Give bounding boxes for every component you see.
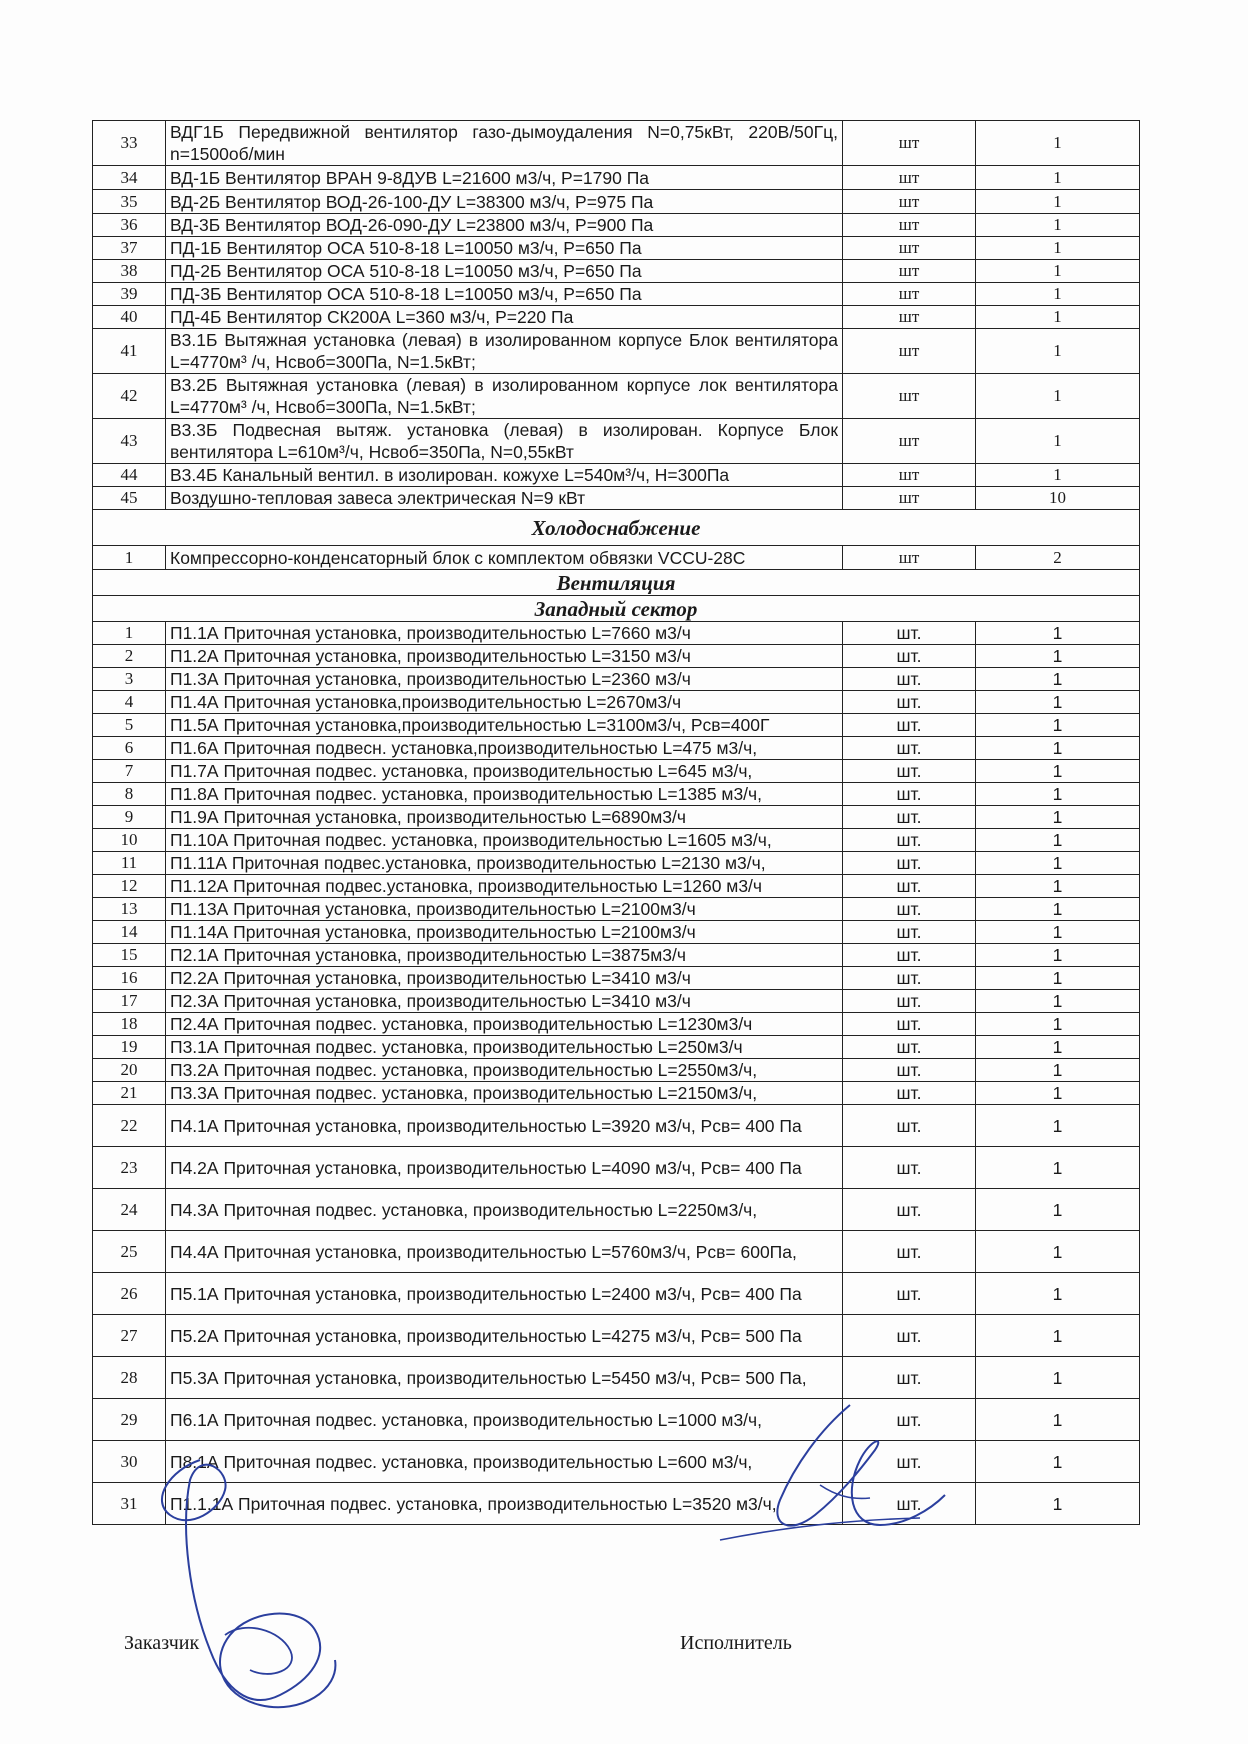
- item-unit: шт.: [843, 1082, 976, 1105]
- table-row: [93, 875, 1140, 898]
- item-description: П4.4А Приточная установка, производительностью L=5760м3/ч, Рсв= 600Па,: [166, 1231, 843, 1273]
- row-number: 26: [93, 1273, 166, 1315]
- row-number: 7: [93, 760, 166, 783]
- item-unit: шт.: [843, 1231, 976, 1273]
- item-unit: шт.: [843, 1189, 976, 1231]
- table-row: [93, 374, 1140, 419]
- item-unit: шт.: [843, 622, 976, 645]
- table-row: [93, 829, 1140, 852]
- item-unit: шт.: [843, 1441, 976, 1483]
- item-description: П1.2А Приточная установка, производительностью L=3150 м3/ч: [166, 645, 843, 668]
- item-quantity: 1: [976, 419, 1140, 464]
- item-description: Компрессорно-конденсаторный блок с комплектом обвязки VCCU-28C: [166, 546, 843, 570]
- item-description: П4.1А Приточная установка, производительностью L=3920 м3/ч, Рсв= 400 Па: [166, 1105, 843, 1147]
- item-quantity: 10: [976, 487, 1140, 510]
- item-unit: шт.: [843, 921, 976, 944]
- item-description: ВДГ1Б Передвижной вентилятор газо-дымоудаления N=0,75кВт, 220В/50Гц, n=1500об/мин: [166, 121, 843, 166]
- item-quantity: 1: [976, 806, 1140, 829]
- item-unit: шт.: [843, 645, 976, 668]
- item-unit: шт.: [843, 1105, 976, 1147]
- specification-table-body: [93, 121, 1140, 1525]
- item-unit: шт: [843, 329, 976, 374]
- table-row: [93, 1399, 1140, 1441]
- section-heading-ventilation: Вентиляция: [93, 570, 1140, 596]
- item-quantity: 1: [976, 1013, 1140, 1036]
- item-quantity: 1: [976, 1273, 1140, 1315]
- item-quantity: 1: [976, 967, 1140, 990]
- item-quantity: 1: [976, 875, 1140, 898]
- item-quantity: 1: [976, 121, 1140, 166]
- item-description: ВД-3Б Вентилятор ВОД-26-090-ДУ L=23800 м3/ч, Р=900 Па: [166, 214, 843, 237]
- row-number: 33: [93, 121, 166, 166]
- table-row: [93, 645, 1140, 668]
- item-description: П5.3А Приточная установка, производительностью L=5450 м3/ч, Рсв= 500 Па,: [166, 1357, 843, 1399]
- item-unit: шт.: [843, 668, 976, 691]
- item-unit: шт: [843, 214, 976, 237]
- table-row: [93, 487, 1140, 510]
- item-quantity: 1: [976, 1231, 1140, 1273]
- table-row: [93, 214, 1140, 237]
- item-quantity: 1: [976, 760, 1140, 783]
- row-number: 36: [93, 214, 166, 237]
- row-number: 34: [93, 166, 166, 190]
- table-row: [93, 1013, 1140, 1036]
- item-unit: шт: [843, 190, 976, 214]
- row-number: 16: [93, 967, 166, 990]
- row-number: 14: [93, 921, 166, 944]
- item-quantity: 1: [976, 990, 1140, 1013]
- item-description: П4.3А Приточная подвес. установка, производительностью L=2250м3/ч,: [166, 1189, 843, 1231]
- item-description: П1.1.1А Приточная подвес. установка, производительностью L=3520 м3/ч,: [166, 1483, 843, 1525]
- row-number: 45: [93, 487, 166, 510]
- item-quantity: 1: [976, 944, 1140, 967]
- table-row: [93, 464, 1140, 487]
- table-row: [93, 783, 1140, 806]
- row-number: 21: [93, 1082, 166, 1105]
- table-row: [93, 944, 1140, 967]
- row-number: 9: [93, 806, 166, 829]
- item-unit: шт.: [843, 783, 976, 806]
- table-row: [93, 921, 1140, 944]
- row-number: 37: [93, 237, 166, 260]
- table-row: [93, 1315, 1140, 1357]
- item-quantity: 1: [976, 283, 1140, 306]
- item-quantity: 1: [976, 921, 1140, 944]
- row-number: 25: [93, 1231, 166, 1273]
- item-unit: шт.: [843, 944, 976, 967]
- item-description: П1.5А Приточная установка,производительностью L=3100м3/ч, Рсв=400Г: [166, 714, 843, 737]
- item-description: П5.1А Приточная установка, производительностью L=2400 м3/ч, Рсв= 400 Па: [166, 1273, 843, 1315]
- table-row: [93, 166, 1140, 190]
- table-row: [93, 990, 1140, 1013]
- item-description: П3.2А Приточная подвес. установка, производительностью L=2550м3/ч,: [166, 1059, 843, 1082]
- row-number: 29: [93, 1399, 166, 1441]
- item-description: П3.3А Приточная подвес. установка, производительностью L=2150м3/ч,: [166, 1082, 843, 1105]
- table-row: [93, 1059, 1140, 1082]
- table-row: [93, 737, 1140, 760]
- item-unit: шт: [843, 121, 976, 166]
- item-quantity: 1: [976, 714, 1140, 737]
- item-quantity: 1: [976, 260, 1140, 283]
- item-unit: шт: [843, 464, 976, 487]
- item-quantity: 1: [976, 1315, 1140, 1357]
- item-description: ПД-1Б Вентилятор ОСА 510-8-18 L=10050 м3/ч, Р=650 Па: [166, 237, 843, 260]
- item-description: П1.9А Приточная установка, производительностью L=6890м3/ч: [166, 806, 843, 829]
- item-description: П8.1А Приточная подвес. установка, производительностью L=600 м3/ч,: [166, 1441, 843, 1483]
- table-row: [93, 1036, 1140, 1059]
- table-row: [93, 668, 1140, 691]
- table-row: [93, 283, 1140, 306]
- item-quantity: 1: [976, 306, 1140, 329]
- item-unit: шт: [843, 546, 976, 570]
- row-number: 27: [93, 1315, 166, 1357]
- table-row: [93, 1483, 1140, 1525]
- item-quantity: 1: [976, 1147, 1140, 1189]
- table-row: [93, 714, 1140, 737]
- table-row: [93, 806, 1140, 829]
- item-description: П6.1А Приточная подвес. установка, производительностью L=1000 м3/ч,: [166, 1399, 843, 1441]
- item-unit: шт: [843, 166, 976, 190]
- item-description: П1.4А Приточная установка,производительностью L=2670м3/ч: [166, 691, 843, 714]
- item-quantity: 1: [976, 237, 1140, 260]
- item-quantity: 1: [976, 737, 1140, 760]
- item-unit: шт.: [843, 1399, 976, 1441]
- table-row: [93, 1189, 1140, 1231]
- item-quantity: 1: [976, 645, 1140, 668]
- table-row: [93, 190, 1140, 214]
- item-description: ПД-3Б Вентилятор ОСА 510-8-18 L=10050 м3/ч, Р=650 Па: [166, 283, 843, 306]
- row-number: 22: [93, 1105, 166, 1147]
- item-quantity: 1: [976, 214, 1140, 237]
- customer-label: Заказчик: [124, 1632, 200, 1654]
- row-number: 38: [93, 260, 166, 283]
- item-quantity: 1: [976, 1189, 1140, 1231]
- item-quantity: 1: [976, 1483, 1140, 1525]
- row-number: 28: [93, 1357, 166, 1399]
- item-description: ВД-1Б Вентилятор ВРАН 9-8ДУВ L=21600 м3/ч, Р=1790 Па: [166, 166, 843, 190]
- item-quantity: 1: [976, 329, 1140, 374]
- row-number: 23: [93, 1147, 166, 1189]
- row-number: 19: [93, 1036, 166, 1059]
- item-quantity: 1: [976, 1082, 1140, 1105]
- item-description: В3.3Б Подвесная вытяж. установка (левая) в изолирован. Корпусе Блок вентилятора L=610м³/ч, Нсвоб=350Па, N=0,55кВт: [166, 419, 843, 464]
- row-number: 20: [93, 1059, 166, 1082]
- item-unit: шт.: [843, 1059, 976, 1082]
- item-unit: шт.: [843, 875, 976, 898]
- row-number: 30: [93, 1441, 166, 1483]
- item-quantity: 1: [976, 1036, 1140, 1059]
- item-description: П5.2А Приточная установка, производительностью L=4275 м3/ч, Рсв= 500 Па: [166, 1315, 843, 1357]
- item-quantity: 1: [976, 898, 1140, 921]
- row-number: 42: [93, 374, 166, 419]
- item-quantity: 2: [976, 546, 1140, 570]
- item-quantity: 1: [976, 166, 1140, 190]
- row-number: 24: [93, 1189, 166, 1231]
- item-description: П1.13А Приточная установка, производительностью L=2100м3/ч: [166, 898, 843, 921]
- item-description: ВД-2Б Вентилятор ВОД-26-100-ДУ L=38300 м3/ч, Р=975 Па: [166, 190, 843, 214]
- item-description: П1.12А Приточная подвес.установка, производительностью L=1260 м3/ч: [166, 875, 843, 898]
- row-number: 1: [93, 622, 166, 645]
- table-row: [93, 1357, 1140, 1399]
- row-number: 12: [93, 875, 166, 898]
- table-row: [93, 691, 1140, 714]
- item-description: П1.3А Приточная установка, производительностью L=2360 м3/ч: [166, 668, 843, 691]
- section-heading-west-sector: Западный сектор: [93, 596, 1140, 622]
- item-description: П3.1А Приточная подвес. установка, производительностью L=250м3/ч: [166, 1036, 843, 1059]
- item-description: П1.1А Приточная установка, производительностью L=7660 м3/ч: [166, 622, 843, 645]
- row-number: 5: [93, 714, 166, 737]
- item-description: ПД-2Б Вентилятор ОСА 510-8-18 L=10050 м3/ч, Р=650 Па: [166, 260, 843, 283]
- table-row: [93, 419, 1140, 464]
- item-unit: шт.: [843, 760, 976, 783]
- table-row: [93, 622, 1140, 645]
- item-unit: шт: [843, 374, 976, 419]
- table-row: [93, 967, 1140, 990]
- item-quantity: 1: [976, 464, 1140, 487]
- item-description: П1.11А Приточная подвес.установка, производительностью L=2130 м3/ч,: [166, 852, 843, 875]
- item-unit: шт.: [843, 829, 976, 852]
- table-row: [93, 1231, 1140, 1273]
- item-description: П2.3А Приточная установка, производительностью L=3410 м3/ч: [166, 990, 843, 1013]
- section-row: [93, 510, 1140, 546]
- item-unit: шт.: [843, 898, 976, 921]
- item-unit: шт.: [843, 714, 976, 737]
- item-unit: шт.: [843, 1013, 976, 1036]
- table-row: [93, 760, 1140, 783]
- item-quantity: 1: [976, 1059, 1140, 1082]
- item-unit: шт: [843, 260, 976, 283]
- row-number: 35: [93, 190, 166, 214]
- item-unit: шт.: [843, 967, 976, 990]
- section-heading-cooling: Холодоснабжение: [93, 510, 1140, 546]
- item-quantity: 1: [976, 1105, 1140, 1147]
- item-quantity: 1: [976, 783, 1140, 806]
- item-unit: шт.: [843, 1273, 976, 1315]
- table-row: [93, 1441, 1140, 1483]
- item-unit: шт.: [843, 737, 976, 760]
- item-description: В3.1Б Вытяжная установка (левая) в изолированном корпусе Блок вентилятора L=4770м³ /ч, Нсвоб=300Па, N=1.5кВт;: [166, 329, 843, 374]
- item-unit: шт.: [843, 1147, 976, 1189]
- item-description: П4.2А Приточная установка, производительностью L=4090 м3/ч, Рсв= 400 Па: [166, 1147, 843, 1189]
- table-row: [93, 1273, 1140, 1315]
- item-quantity: 1: [976, 1441, 1140, 1483]
- row-number: 13: [93, 898, 166, 921]
- row-number: 8: [93, 783, 166, 806]
- row-number: 2: [93, 645, 166, 668]
- item-unit: шт: [843, 306, 976, 329]
- item-description: П1.6А Приточная подвесн. установка,производительностью L=475 м3/ч,: [166, 737, 843, 760]
- item-quantity: 1: [976, 190, 1140, 214]
- row-number: 15: [93, 944, 166, 967]
- item-quantity: 1: [976, 1399, 1140, 1441]
- table-row: [93, 306, 1140, 329]
- row-number: 4: [93, 691, 166, 714]
- table-row: [93, 237, 1140, 260]
- table-row: [93, 1082, 1140, 1105]
- row-number: 17: [93, 990, 166, 1013]
- section-row: [93, 570, 1140, 596]
- table-row: [93, 121, 1140, 166]
- row-number: 40: [93, 306, 166, 329]
- table-row: [93, 1147, 1140, 1189]
- table-row: [93, 898, 1140, 921]
- item-unit: шт.: [843, 691, 976, 714]
- item-description: П1.10А Приточная подвес. установка, производительностью L=1605 м3/ч,: [166, 829, 843, 852]
- item-quantity: 1: [976, 374, 1140, 419]
- row-number: 10: [93, 829, 166, 852]
- row-number: 6: [93, 737, 166, 760]
- item-description: П2.1А Приточная установка, производительностью L=3875м3/ч: [166, 944, 843, 967]
- item-quantity: 1: [976, 829, 1140, 852]
- table-row: [93, 852, 1140, 875]
- row-number: 1: [93, 546, 166, 570]
- row-number: 44: [93, 464, 166, 487]
- item-description: П1.14А Приточная установка, производительностью L=2100м3/ч: [166, 921, 843, 944]
- item-unit: шт.: [843, 1483, 976, 1525]
- item-description: В3.2Б Вытяжная установка (левая) в изолированном корпусе лок вентилятора L=4770м³ /ч, Нсвоб=300Па, N=1.5кВт;: [166, 374, 843, 419]
- item-unit: шт.: [843, 1036, 976, 1059]
- item-description: П2.2А Приточная установка, производительностью L=3410 м3/ч: [166, 967, 843, 990]
- row-number: 41: [93, 329, 166, 374]
- item-description: В3.4Б Канальный вентил. в изолирован. кожухе L=540м³/ч, Н=300Па: [166, 464, 843, 487]
- item-unit: шт.: [843, 806, 976, 829]
- item-description: П1.7А Приточная подвес. установка, производительностью L=645 м3/ч,: [166, 760, 843, 783]
- row-number: 11: [93, 852, 166, 875]
- item-unit: шт.: [843, 1315, 976, 1357]
- row-number: 39: [93, 283, 166, 306]
- item-quantity: 1: [976, 691, 1140, 714]
- item-unit: шт: [843, 283, 976, 306]
- row-number: 18: [93, 1013, 166, 1036]
- item-unit: шт: [843, 237, 976, 260]
- specification-table: [92, 120, 1140, 1525]
- table-row: [93, 1105, 1140, 1147]
- item-unit: шт.: [843, 990, 976, 1013]
- row-number: 31: [93, 1483, 166, 1525]
- item-description: П2.4А Приточная подвес. установка, производительностью L=1230м3/ч: [166, 1013, 843, 1036]
- table-row: [93, 546, 1140, 570]
- item-unit: шт: [843, 487, 976, 510]
- item-description: П1.8А Приточная подвес. установка, производительностью L=1385 м3/ч,: [166, 783, 843, 806]
- row-number: 43: [93, 419, 166, 464]
- item-unit: шт.: [843, 852, 976, 875]
- item-quantity: 1: [976, 668, 1140, 691]
- item-description: Воздушно-тепловая завеса электрическая N=9 кВт: [166, 487, 843, 510]
- row-number: 3: [93, 668, 166, 691]
- item-unit: шт: [843, 419, 976, 464]
- item-quantity: 1: [976, 1357, 1140, 1399]
- item-unit: шт.: [843, 1357, 976, 1399]
- item-description: ПД-4Б Вентилятор СК200А L=360 м3/ч, Р=220 Па: [166, 306, 843, 329]
- table-row: [93, 329, 1140, 374]
- item-quantity: 1: [976, 852, 1140, 875]
- item-quantity: 1: [976, 622, 1140, 645]
- table-row: [93, 260, 1140, 283]
- section-row: [93, 596, 1140, 622]
- contractor-label: Исполнитель: [680, 1632, 792, 1654]
